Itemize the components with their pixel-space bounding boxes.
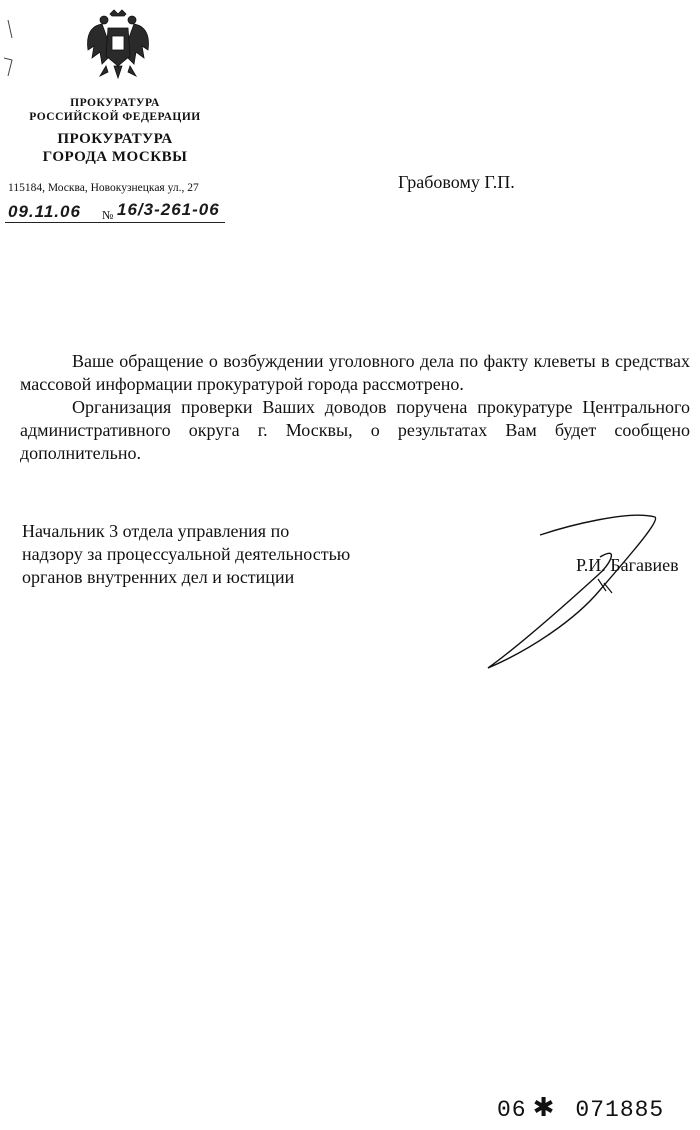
registration-date: 09.11.06: [8, 202, 81, 221]
position-line-3: органов внутренних дел и юстиции: [22, 567, 295, 587]
serial-value: 071885: [575, 1097, 665, 1123]
registration-number-sign: №: [102, 208, 114, 222]
handwritten-signature: [480, 495, 690, 675]
signer-position: [22, 520, 422, 589]
body-paragraph-1: Ваше обращение о возбуждении уголовного дела по факту клеветы в средствах массовой информации прокуратурой города рассмотрено.: [20, 351, 690, 394]
letter-body: [20, 350, 690, 465]
org-line-1: ПРОКУРАТУРА: [70, 97, 160, 109]
office-line-1: ПРОКУРАТУРА: [57, 131, 173, 147]
registration-number: 16/3-261-06: [117, 200, 220, 219]
serial-prefix: 06: [497, 1097, 527, 1123]
signer-name: Р.И. Багавиев: [576, 555, 679, 575]
handwritten-margin-mark: [2, 18, 16, 78]
office-address: 115184, Москва, Новокузнецкая ул., 27: [8, 182, 199, 194]
organization-name: [20, 96, 210, 124]
body-paragraph-2: Организация проверки Ваших доводов поручена прокуратуре Центрального административного округа г. Москвы, о результатах Вам будет сообщено дополнительно.: [20, 397, 690, 463]
addressee: Грабовому Г.П.: [398, 172, 515, 192]
position-line-2: надзору за процессуальной деятельностью: [22, 544, 351, 564]
serial-number: [497, 1093, 664, 1123]
position-line-1: Начальник 3 отдела управления по: [22, 521, 290, 541]
office-name: [20, 130, 210, 166]
emblem-icon: [80, 6, 156, 82]
office-line-2: ГОРОДА МОСКВЫ: [42, 149, 188, 165]
asterisk-icon: ✱: [532, 1093, 556, 1123]
org-line-2: РОССИЙСКОЙ ФЕДЕРАЦИИ: [29, 111, 201, 123]
registration-underline: [5, 222, 225, 223]
